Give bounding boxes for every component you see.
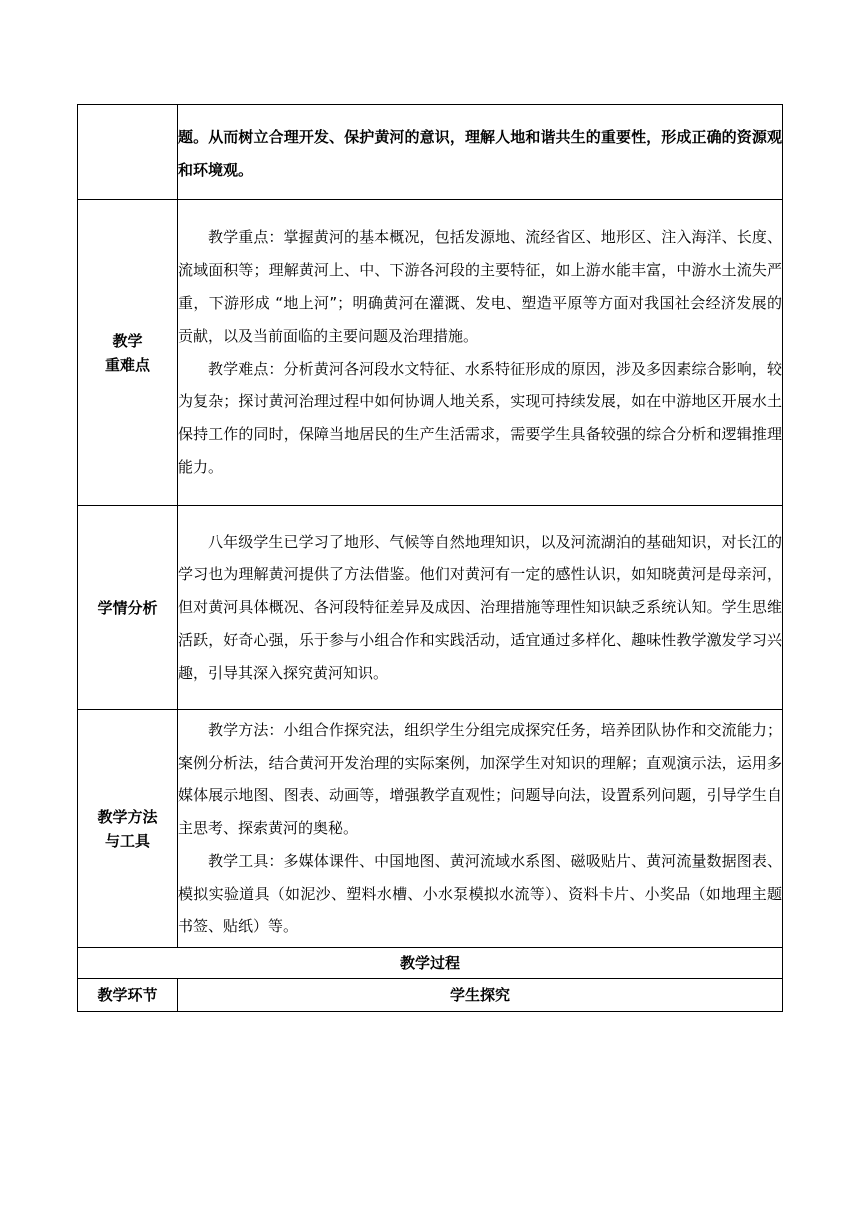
key-points-content xyxy=(178,200,783,506)
lesson-plan-table xyxy=(77,104,783,1012)
methods-label-line2: 与工具 xyxy=(104,831,150,850)
process-header-col1: 教学环节 xyxy=(78,979,178,1012)
key-points-paragraph: 教学重点：掌握黄河的基本概况，包括发源地、流经省区、地形区、注入海洋、长度、流域面积等；理解黄河上、中、下游各河段的主要特征，如上游水能丰富，中游水土流失严重，下游形成 “地上河”；明确黄河在灌溉、发电、塑造平原等方面对我国社会经济发展的贡献，以及当前面临的主要问题及治理措施。 xyxy=(178,228,782,345)
key-points-label xyxy=(78,200,178,506)
goal-continuation-row xyxy=(78,105,783,200)
process-header-row xyxy=(78,979,783,1012)
goal-content-cell xyxy=(178,105,783,200)
tools-paragraph: 教学工具：多媒体课件、中国地图、黄河流域水系图、磁吸贴片、黄河流量数据图表、模拟实验道具（如泥沙、塑料水槽、小水泵模拟水流等）、资料卡片、小奖品（如地理主题书签、贴纸）等。 xyxy=(178,851,782,936)
key-points-label-line1: 教学 xyxy=(112,331,143,350)
process-title: 教学过程 xyxy=(78,948,783,979)
methods-row xyxy=(78,710,783,948)
methods-content xyxy=(178,710,783,948)
methods-paragraph: 教学方法：小组合作探究法，组织学生分组完成探究任务，培养团队协作和交流能力；案例分析法，结合黄河开发治理的实际案例，加深学生对知识的理解；直观演示法，运用多媒体展示地图、图表、动画等，增强教学直观性；问题导向法，设置系列问题，引导学生自主思考、探索黄河的奥秘。 xyxy=(178,720,782,838)
student-analysis-label: 学情分析 xyxy=(78,506,178,710)
student-analysis-paragraph: 八年级学生已学习了地形、气候等自然地理知识，以及河流湖泊的基础知识，对长江的学习也为理解黄河提供了方法借鉴。他们对黄河有一定的感性认识，如知晓黄河是母亲河，但对黄河具体概况、各河段特征差异及成因、治理措施等理性知识缺乏系统认知。学生思维活跃，好奇心强，乐于参与小组合作和实践活动，适宜通过多样化、趣味性教学激发学习兴趣，引导其深入探究黄河知识。 xyxy=(178,532,782,682)
methods-label-line1: 教学方法 xyxy=(97,807,158,826)
difficult-points-paragraph: 教学难点：分析黄河各河段水文特征、水系特征形成的原因，涉及多因素综合影响，较为复杂；探讨黄河治理过程中如何协调人地关系，实现可持续发展，如在中游地区开展水土保持工作的同时，保障当地居民的生产生活需求，需要学生具备较强的综合分析和逻辑推理能力。 xyxy=(178,359,782,476)
goal-label-cell xyxy=(78,105,178,200)
key-points-row xyxy=(78,200,783,506)
key-points-label-line2: 重难点 xyxy=(104,355,150,374)
methods-label xyxy=(78,710,178,948)
student-analysis-content xyxy=(178,506,783,710)
process-header-col2: 学生探究 xyxy=(178,979,783,1012)
process-title-row xyxy=(78,948,783,979)
student-analysis-row xyxy=(78,506,783,710)
goal-continuation-text: 题。从而树立合理开发、保护黄河的意识，理解人地和谐共生的重要性，形成正确的资源观和环境观。 xyxy=(178,128,782,179)
